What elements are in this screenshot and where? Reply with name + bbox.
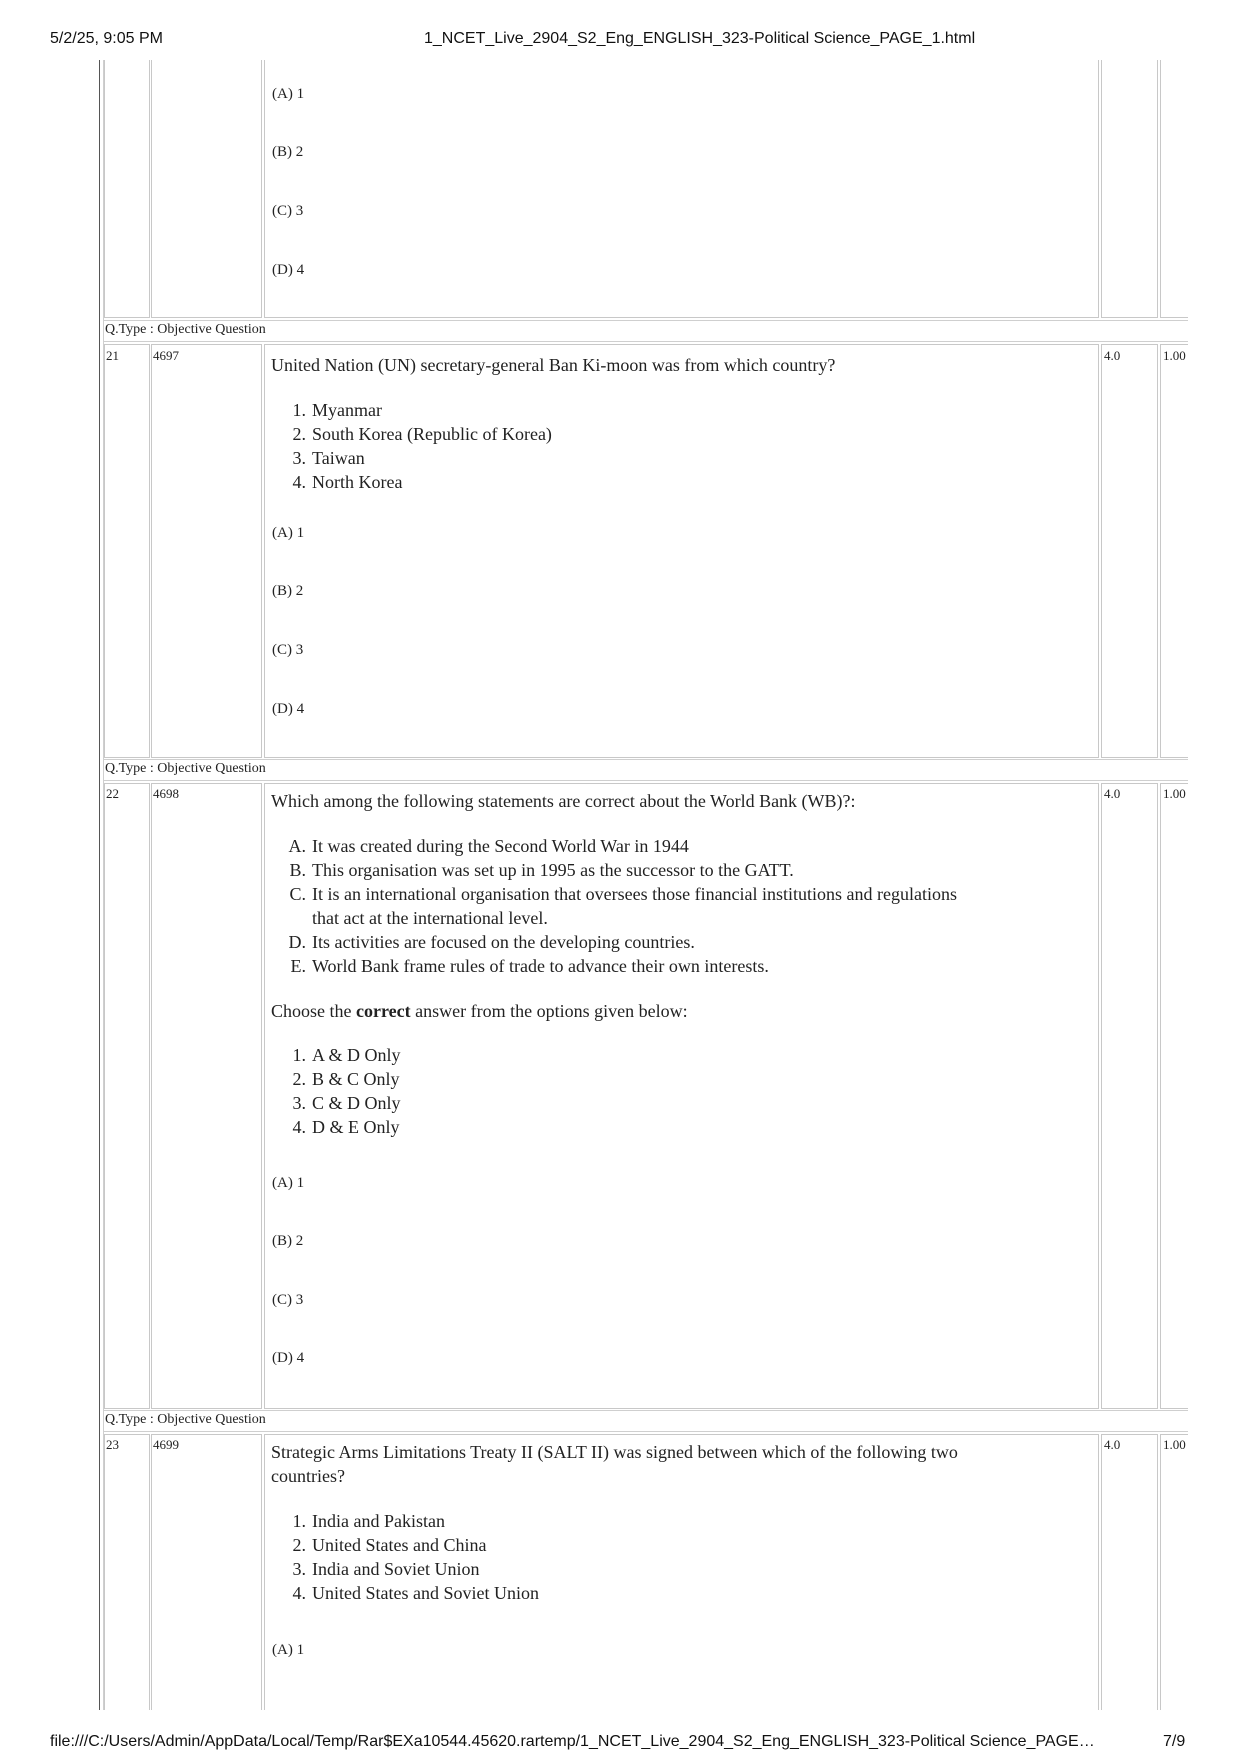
cell-id-prev bbox=[151, 60, 262, 318]
choice-item: 3. Taiwan bbox=[292, 448, 365, 468]
question-number: 21 bbox=[106, 348, 119, 363]
answer-option-d: (D) 4 bbox=[272, 701, 305, 717]
answer-option-b: (B) 2 bbox=[272, 583, 304, 599]
choice-item: 1. Myanmar bbox=[292, 400, 382, 420]
answer-option-c: (C) 3 bbox=[272, 642, 304, 658]
statement-list bbox=[286, 834, 957, 978]
cell-marks bbox=[1101, 344, 1158, 758]
choice-item: 4. D & E Only bbox=[292, 1117, 400, 1137]
row-divider bbox=[104, 320, 1188, 321]
answer-option-a: (A) 1 bbox=[272, 525, 305, 541]
choice-item: 2. United States and China bbox=[292, 1535, 487, 1555]
statement-item: C. It is an international organisation that oversees those financial institutions and regulations bbox=[289, 884, 958, 904]
row-divider bbox=[104, 1410, 1188, 1411]
print-datetime: 5/2/25, 9:05 PM bbox=[50, 30, 163, 47]
question-marks: 4.0 bbox=[1104, 348, 1121, 363]
answer-option-a: (A) 1 bbox=[272, 1642, 305, 1658]
question-instruction: Choose the correct answer from the options given below: bbox=[271, 1001, 688, 1021]
cell-negative bbox=[1160, 783, 1188, 1409]
cell-marks bbox=[1101, 1434, 1158, 1710]
statement-item: B. This organisation was set up in 1995 as the successor to the GATT. bbox=[289, 860, 794, 880]
answer-option-a: (A) 1 bbox=[272, 86, 305, 102]
print-file-path: file:///C:/Users/Admin/AppData/Local/Temp/Rar$EXa10544.45620.rartemp/1_NCET_Live_2904_S2_Eng_ENGLISH_323-Political Science_PAGE… bbox=[50, 1733, 1095, 1750]
statement-item: E. World Bank frame rules of trade to advance their own interests. bbox=[290, 956, 769, 976]
question-text: Which among the following statements are correct about the World Bank (WB)?: bbox=[271, 791, 856, 811]
question-number: 23 bbox=[106, 1437, 119, 1452]
choice-item: 3. C & D Only bbox=[292, 1093, 401, 1113]
row-divider bbox=[104, 1431, 1188, 1432]
statement-item-continuation: that act at the international level. bbox=[312, 908, 548, 928]
answer-option-b: (B) 2 bbox=[272, 1233, 304, 1249]
choice-list bbox=[286, 1509, 539, 1605]
row-divider bbox=[104, 759, 1188, 760]
statement-item: D. Its activities are focused on the developing countries. bbox=[288, 932, 695, 952]
question-id: 4697 bbox=[153, 348, 179, 363]
question-negative-marks: 1.00 bbox=[1163, 1437, 1186, 1452]
cell-number bbox=[104, 1434, 150, 1710]
question-number: 22 bbox=[106, 786, 119, 801]
cell-number bbox=[104, 344, 150, 758]
question-negative-marks: 1.00 bbox=[1163, 786, 1186, 801]
row-divider bbox=[104, 780, 1188, 781]
question-marks: 4.0 bbox=[1104, 1437, 1121, 1452]
choice-item: 1. India and Pakistan bbox=[292, 1511, 445, 1531]
cell-id bbox=[151, 1434, 262, 1710]
choice-item: 1. A & D Only bbox=[292, 1045, 401, 1065]
cell-negative bbox=[1160, 344, 1188, 758]
question-text: Strategic Arms Limitations Treaty II (SALT II) was signed between which of the following two countries? bbox=[271, 1442, 958, 1486]
question-marks: 4.0 bbox=[1104, 786, 1121, 801]
answer-option-d: (D) 4 bbox=[272, 1350, 305, 1366]
cell-question-prev bbox=[264, 60, 1099, 318]
table-border-left-outer bbox=[99, 60, 100, 1710]
statement-item: A. It was created during the Second World War in 1944 bbox=[288, 836, 689, 856]
choice-list bbox=[286, 398, 552, 494]
answer-option-c: (C) 3 bbox=[272, 203, 304, 219]
row-divider bbox=[104, 341, 1188, 342]
answer-option-b: (B) 2 bbox=[272, 144, 304, 160]
question-type-label: Q.Type : Objective Question bbox=[105, 1412, 266, 1427]
question-type-label: Q.Type : Objective Question bbox=[105, 761, 266, 776]
cell-negative bbox=[1160, 1434, 1188, 1710]
choice-list bbox=[286, 1043, 401, 1139]
cell-number-prev bbox=[104, 60, 150, 318]
print-page-number: 7/9 bbox=[1163, 1733, 1186, 1750]
cell-number bbox=[104, 783, 150, 1409]
question-id: 4699 bbox=[153, 1437, 179, 1452]
cell-id bbox=[151, 344, 262, 758]
answer-option-d: (D) 4 bbox=[272, 262, 305, 278]
choice-item: 4. United States and Soviet Union bbox=[292, 1583, 539, 1603]
cell-negative-prev bbox=[1160, 60, 1188, 318]
choice-item: 2. South Korea (Republic of Korea) bbox=[292, 424, 552, 444]
choice-item: 2. B & C Only bbox=[292, 1069, 400, 1089]
question-text: United Nation (UN) secretary-general Ban Ki-moon was from which country? bbox=[271, 355, 836, 375]
question-id: 4698 bbox=[153, 786, 179, 801]
cell-id bbox=[151, 783, 262, 1409]
question-type-label: Q.Type : Objective Question bbox=[105, 322, 266, 337]
question-negative-marks: 1.00 bbox=[1163, 348, 1186, 363]
cell-marks bbox=[1101, 783, 1158, 1409]
answer-option-c: (C) 3 bbox=[272, 1292, 304, 1308]
choice-item: 3. India and Soviet Union bbox=[292, 1559, 480, 1579]
cell-marks-prev bbox=[1101, 60, 1158, 318]
answer-option-a: (A) 1 bbox=[272, 1175, 305, 1191]
choice-item: 4. North Korea bbox=[292, 472, 403, 492]
print-title: 1_NCET_Live_2904_S2_Eng_ENGLISH_323-Political Science_PAGE_1.html bbox=[424, 30, 976, 47]
